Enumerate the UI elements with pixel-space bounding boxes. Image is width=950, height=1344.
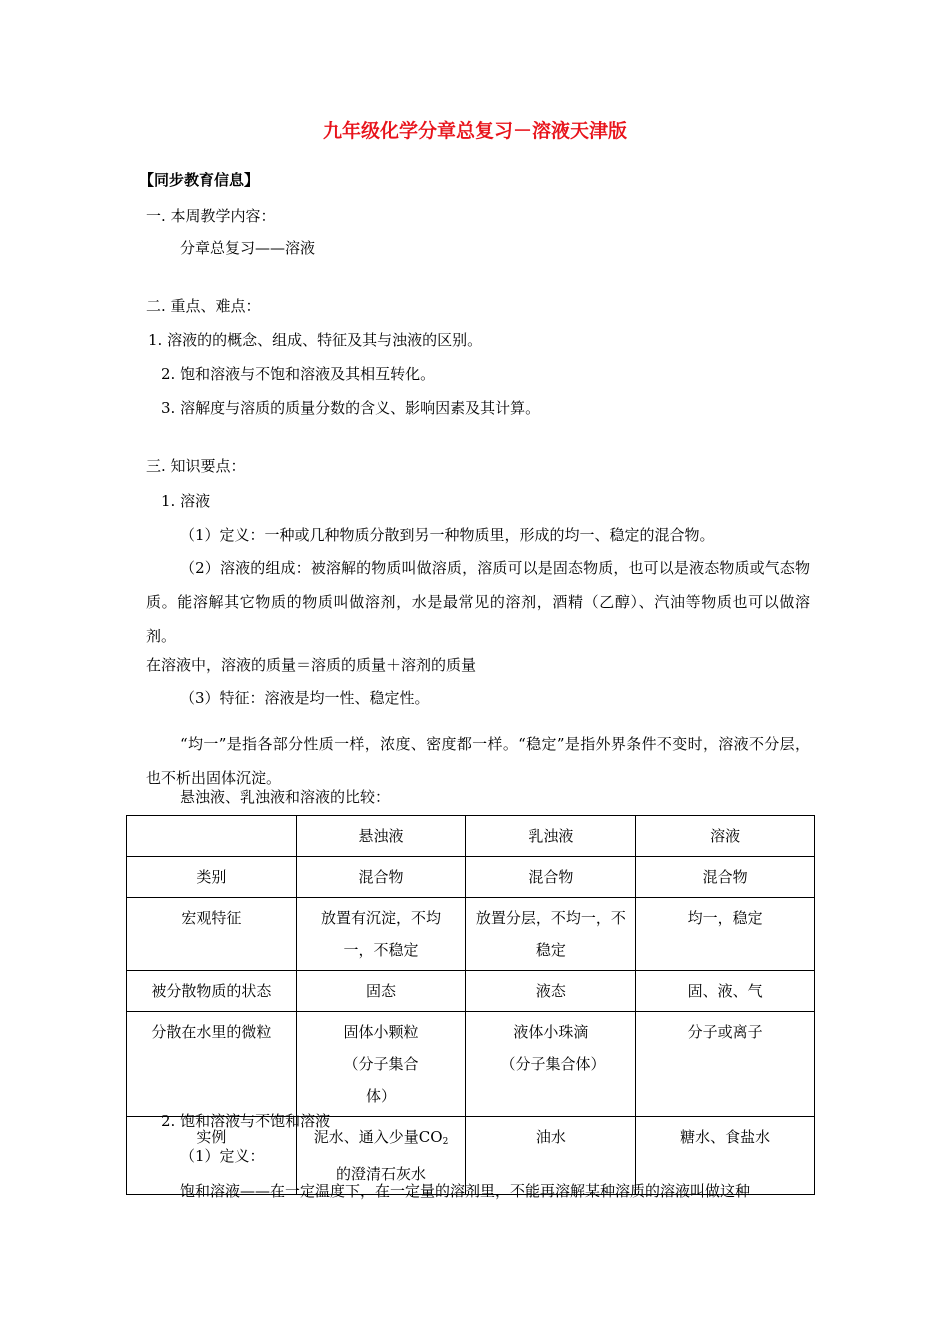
table-row (127, 857, 815, 898)
explanation-paragraph: “均一”是指各部分性质一样，浓度、密度都一样。“稳定”是指外界条件不变时，溶液不分层，也不析出固体沉淀。 (146, 735, 810, 787)
table-cell: 液体小珠滴（分子集合体） (466, 1012, 636, 1117)
table-header-row (127, 816, 815, 857)
definition-heading: （1）定义： (180, 1147, 265, 1165)
table-header-cell: 乳浊液 (466, 816, 636, 857)
feature-paragraph: （3）特征：溶液是均一性、稳定性。 (180, 689, 430, 707)
page-title: 九年级化学分章总复习－溶液天津版 (322, 120, 627, 142)
mass-equation: 在溶液中，溶液的质量＝溶质的质量＋溶剂的质量 (146, 656, 477, 674)
comparison-intro: 悬浊液、乳浊液和溶液的比较： (180, 788, 391, 806)
subsection-saturated: 2. 饱和溶液与不饱和溶液 (161, 1112, 331, 1130)
subscript: 2 (442, 1137, 449, 1147)
composition-paragraph: （2）溶液的组成：被溶解的物质叫做溶质，溶质可以是固态物质，也可以是液态物质或气态物质。能溶解其它物质的物质叫做溶剂，水是最常见的溶剂，酒精（乙醇）、汽油等物质也可以做溶剂。 (146, 559, 810, 645)
section-header: 【同步教育信息】 (139, 171, 260, 189)
table-cell: 糖水、食盐水 (636, 1117, 815, 1195)
saturated-definition: 饱和溶液——在一定温度下，在一定量的溶剂里，不能再溶解某种溶质的溶液叫做这种 (180, 1182, 751, 1200)
table-header-cell: 悬浊液 (296, 816, 466, 857)
table-cell: 实例 (127, 1117, 297, 1195)
table-cell: 液态 (466, 971, 636, 1012)
table-cell: 宏观特征 (127, 898, 297, 971)
example-text: 的澄清石灰水 (336, 1165, 427, 1183)
table-header-cell (127, 816, 297, 857)
table-cell: 分子或离子 (636, 1012, 815, 1117)
table-cell: 放置有沉淀，不均一，不稳定 (296, 898, 466, 971)
table-cell: 混合物 (636, 857, 815, 898)
table-cell: 固、液、气 (636, 971, 815, 1012)
table-cell: 均一，稳定 (636, 898, 815, 971)
example-text: 泥水、通入少量CO (313, 1128, 443, 1146)
table-cell: 固态 (296, 971, 466, 1012)
section-1-heading: 一. 本周教学内容： (146, 207, 276, 225)
section-2-heading: 二. 重点、难点： (146, 297, 261, 315)
subsection-solution: 1. 溶液 (161, 492, 211, 510)
table-row (127, 971, 815, 1012)
table-cell: 油水 (466, 1117, 636, 1195)
table-row (127, 1012, 815, 1117)
table-cell: 混合物 (296, 857, 466, 898)
table-cell: 被分散物质的状态 (127, 971, 297, 1012)
table-header-cell: 溶液 (636, 816, 815, 857)
table-cell: 分散在水里的微粒 (127, 1012, 297, 1117)
section-3-heading: 三. 知识要点： (146, 457, 246, 475)
definition-paragraph: （1）定义：一种或几种物质分散到另一种物质里，形成的均一、稳定的混合物。 (180, 526, 715, 544)
table-cell: 类别 (127, 857, 297, 898)
table-row (127, 898, 815, 971)
section-2-item: 2. 饱和溶液与不饱和溶液及其相互转化。 (161, 365, 436, 383)
section-2-item: 1. 溶液的的概念、组成、特征及其与浊液的区别。 (148, 331, 483, 349)
table-cell: 混合物 (466, 857, 636, 898)
section-1-content: 分章总复习——溶液 (180, 239, 316, 257)
table-cell: 放置分层，不均一，不稳定 (466, 898, 636, 971)
table-cell: 固体小颗粒（分子集合体） (296, 1012, 466, 1117)
section-2-item: 3. 溶解度与溶质的质量分数的含义、影响因素及其计算。 (161, 399, 541, 417)
comparison-table (126, 815, 815, 1195)
